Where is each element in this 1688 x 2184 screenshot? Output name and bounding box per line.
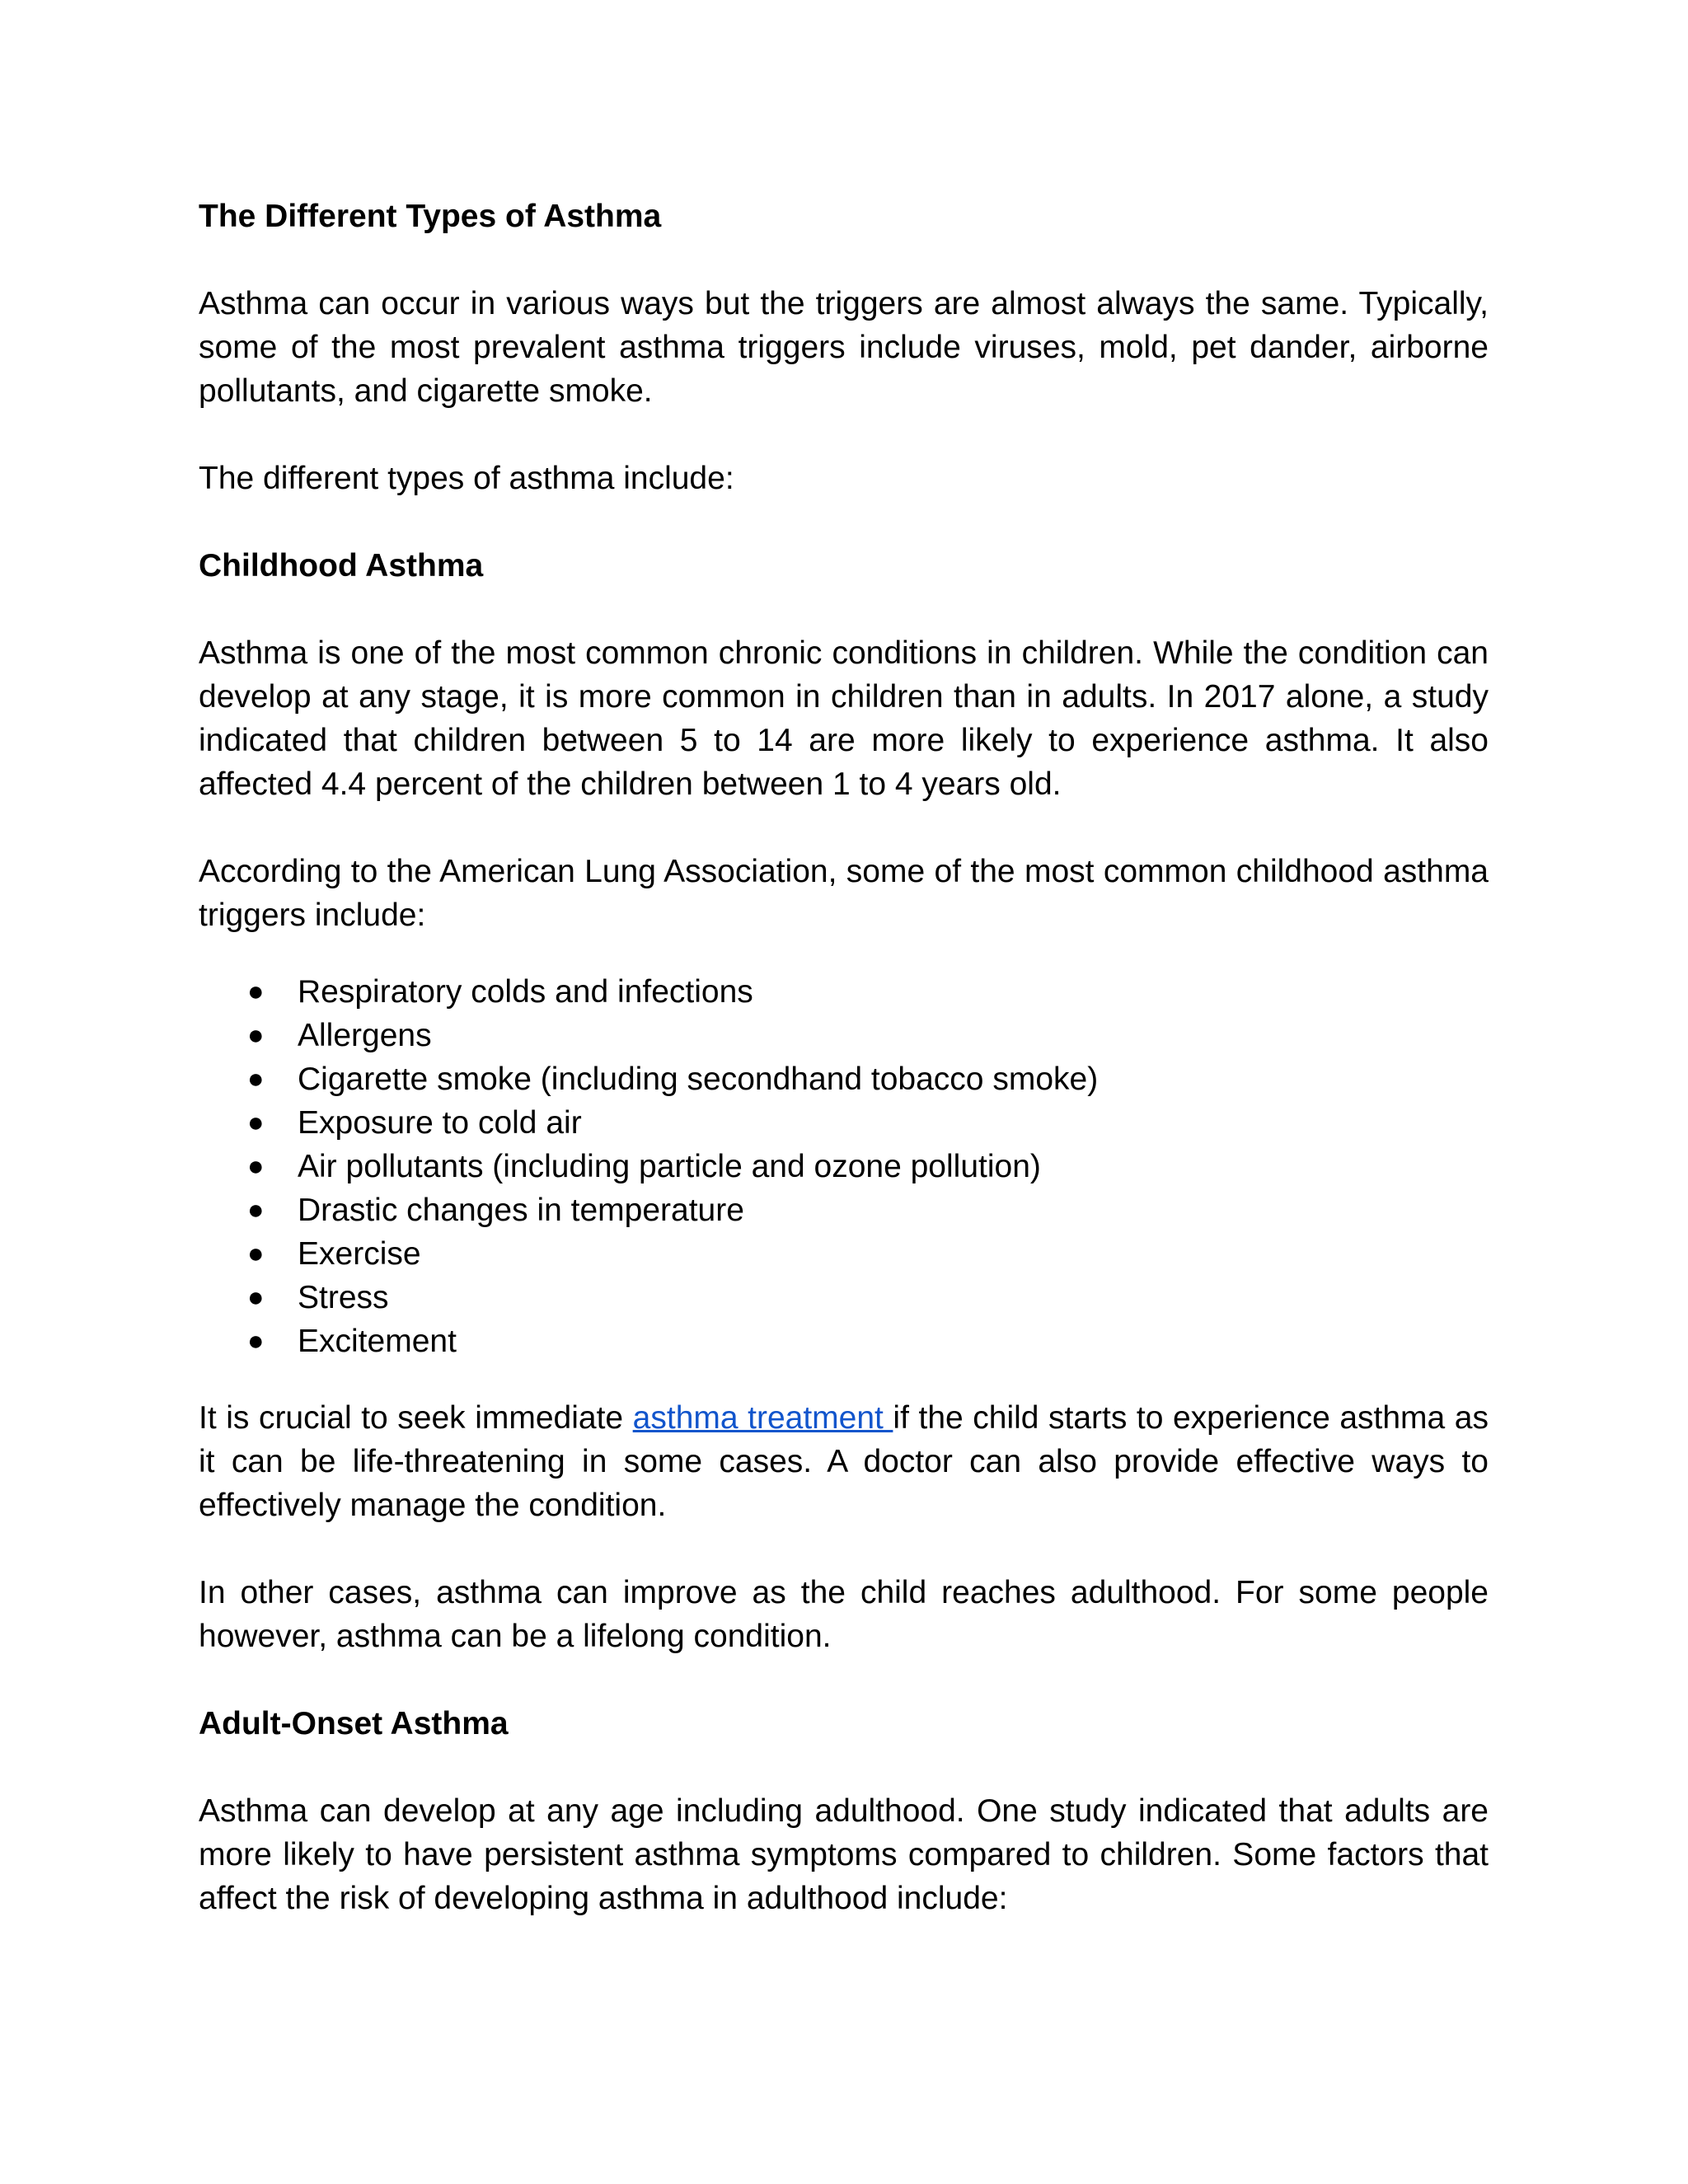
list-item-text: Stress	[298, 1280, 389, 1315]
bullet-icon: ●	[247, 1019, 265, 1051]
bullet-icon: ●	[247, 1194, 265, 1226]
bullet-icon: ●	[247, 1107, 265, 1138]
list-item-text: Exposure to cold air	[298, 1105, 582, 1141]
childhood-paragraph-2: According to the American Lung Association, some of the most common childhood asthma triggers include:	[199, 854, 1489, 933]
treatment-text-before: It is crucial to seek immediate	[199, 1400, 633, 1436]
list-item	[199, 1188, 1489, 1232]
types-intro-paragraph: The different types of asthma include:	[199, 461, 734, 496]
list-item-text: Cigarette smoke (including secondhand tobacco smoke)	[298, 1062, 1099, 1097]
childhood-paragraph-4: In other cases, asthma can improve as the child reaches adulthood. For some people however, asthma can be a lifelong condition.	[199, 1575, 1489, 1654]
list-item-text: Air pollutants (including particle and ozone pollution)	[298, 1149, 1041, 1184]
document-body	[199, 194, 1489, 1920]
adult-paragraph-1: Asthma can develop at any age including adulthood. One study indicated that adults are more likely to have persistent asthma symptoms compared to children. Some factors that affect the risk of developing asthma in adulthood include:	[199, 1793, 1489, 1916]
bullet-icon: ●	[247, 1063, 265, 1094]
list-item-text: Drastic changes in temperature	[298, 1193, 744, 1228]
list-item-text: Allergens	[298, 1018, 432, 1053]
list-item	[199, 1276, 1489, 1319]
bullet-icon: ●	[247, 1282, 265, 1313]
asthma-treatment-link[interactable]: asthma treatment	[632, 1400, 893, 1436]
treatment-paragraph	[199, 1396, 1489, 1527]
list-item	[199, 1145, 1489, 1188]
page-title: The Different Types of Asthma	[199, 199, 662, 234]
bullet-icon: ●	[247, 1238, 265, 1269]
adult-onset-asthma-heading: Adult-Onset Asthma	[199, 1706, 509, 1741]
childhood-paragraph-1: Asthma is one of the most common chronic conditions in children. While the condition can develop at any stage, it is more common in children than in adults. In 2017 alone, a study indicated that children between 5 to 14 are more likely to experience asthma. It also affected 4.4 percent of the children between 1 to 4 years old.	[199, 635, 1489, 802]
list-item	[199, 1057, 1489, 1101]
childhood-asthma-heading: Childhood Asthma	[199, 548, 484, 583]
list-item	[199, 1014, 1489, 1057]
bullet-icon: ●	[247, 976, 265, 1007]
list-item-text: Respiratory colds and infections	[298, 974, 753, 1010]
list-item	[199, 970, 1489, 1014]
intro-paragraph: Asthma can occur in various ways but the triggers are almost always the same. Typically, some of the most prevalent asthma triggers include viruses, mold, pet dander, airborne pollutants, and cigarette smoke.	[199, 286, 1489, 409]
treatment-text-after: if the child starts to experience asthma as it can be life-threatening in some cases. A doctor can also provide effective ways to effectively manage the condition.	[199, 1400, 1489, 1523]
list-item-text: Excitement	[298, 1324, 457, 1359]
list-item	[199, 1232, 1489, 1276]
list-item-text: Exercise	[298, 1236, 421, 1272]
childhood-triggers-list	[199, 970, 1489, 1363]
list-item	[199, 1101, 1489, 1145]
bullet-icon: ●	[247, 1325, 265, 1357]
bullet-icon: ●	[247, 1151, 265, 1182]
list-item	[199, 1319, 1489, 1363]
